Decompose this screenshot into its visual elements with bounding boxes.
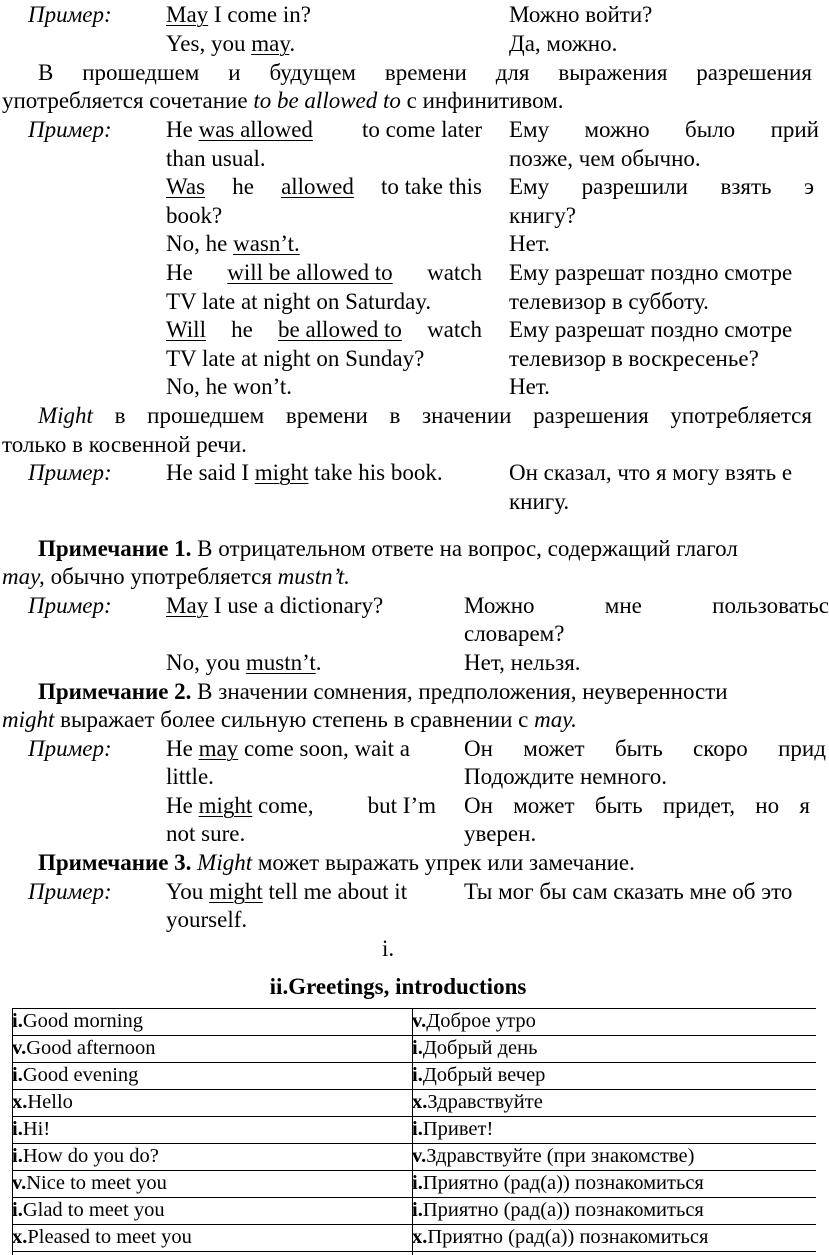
example-en: Will he be allowed to watch [166, 317, 482, 342]
example-label: Пример: [28, 879, 112, 904]
example-en: book? [166, 203, 223, 228]
section-heading: ii.Greetings, introductions [269, 974, 527, 999]
table-cell-ru: i.Добрый вечер [412, 1064, 546, 1086]
table-cell-ru: x.Здравствуйте [412, 1091, 543, 1113]
table-cell-en: v.Good afternoon [12, 1037, 156, 1059]
example-en: He was allowed to come later [166, 117, 482, 142]
example-en: than usual. [166, 146, 266, 171]
example-ru: Можно войти? [509, 2, 653, 27]
table-cell-en: i.Good morning [12, 1010, 143, 1032]
table-cell-ru: v.Здравствуйте (при знакомстве) [412, 1145, 695, 1167]
example-en: TV late at night on Sunday? [166, 346, 425, 371]
example-label: Пример: [28, 2, 112, 27]
example-ru: телевизор в воскресенье? [509, 346, 759, 371]
example-en: He may come soon, wait a [166, 736, 411, 761]
table-cell-en: i.Hi! [12, 1118, 51, 1140]
paragraph-line: только в косвенной речи. [2, 432, 247, 457]
example-ru: Он сказал, что я могу взять е [509, 460, 793, 485]
heading-number: i. [382, 936, 395, 961]
table-cell-en: x.Pleased to meet you [12, 1226, 192, 1248]
example-en: little. [166, 764, 214, 789]
example-en: May I use a dictionary? [166, 593, 384, 618]
note-line: Примечание 1. В отрицательном ответе на вопрос, содержащий глагол [38, 536, 738, 561]
table-cell-en: v.Nice to meet you [12, 1172, 167, 1194]
example-ru: Нет. [509, 374, 550, 399]
example-ru: книгу? [509, 203, 576, 228]
example-en: not sure. [166, 821, 246, 846]
example-en: Was he allowed to take this [166, 174, 482, 199]
note-line: Примечание 3. Might может выражать упрек или замечание. [38, 850, 635, 875]
table-cell-ru: i.Приятно (рад(а)) познакомиться [412, 1172, 704, 1194]
example-en: He will be allowed to watch [166, 260, 482, 285]
note-line: Примечание 2. В значении сомнения, предположения, неуверенности [38, 679, 728, 704]
table-cell-en: i.Good evening [12, 1064, 139, 1086]
table-cell-en: i.Glad to meet you [12, 1199, 165, 1221]
table-cell-en: i.How do you do? [12, 1145, 159, 1167]
example-en: No, he wasn’t. [166, 231, 300, 256]
example-ru: Ему разрешили взять э [509, 174, 814, 199]
example-ru: Да, можно. [509, 31, 618, 56]
example-ru: Ему разрешат поздно смотре [509, 260, 793, 285]
paragraph-line: В прошедшем и будущем времени для выражения разрешения [38, 60, 812, 85]
example-ru: Ему можно было прий [509, 117, 819, 142]
table-cell-ru: i.Добрый день [412, 1037, 538, 1059]
example-ru: Можно мне пользоватьс [464, 593, 829, 618]
example-ru: Ему разрешат поздно смотре [509, 317, 793, 342]
example-ru: Он может быть придет, но я [464, 793, 810, 818]
example-ru: уверен. [464, 821, 537, 846]
example-en: You might tell me about it [166, 879, 408, 904]
example-ru: Подождите немного. [464, 764, 667, 789]
example-en: May I come in? [166, 2, 311, 27]
example-ru: Нет, нельзя. [464, 650, 581, 675]
example-ru: Он может быть скоро прид [464, 736, 826, 761]
example-ru: словарем? [464, 621, 565, 646]
note-line: might выражает более сильную степень в сравнении с may. [2, 707, 577, 732]
example-ru: позже, чем обычно. [509, 146, 701, 171]
example-en: yourself. [166, 907, 248, 932]
example-label: Пример: [28, 460, 112, 485]
example-en: No, you mustn’t. [166, 650, 322, 675]
paragraph-line: употребляется сочетание to be allowed to с инфинитивом. [2, 88, 564, 113]
table-cell-ru: v.Доброе утро [412, 1010, 536, 1032]
table-cell-ru: i.Привет! [412, 1118, 494, 1140]
table-cell-ru: i.Приятно (рад(а)) познакомиться [412, 1199, 704, 1221]
note-line: may, обычно употребляется mustn’t. [2, 564, 350, 589]
table-cell-ru: x.Приятно (рад(а)) познакомиться [412, 1226, 709, 1248]
example-en: No, he won’t. [166, 374, 293, 399]
example-ru: книгу. [509, 489, 570, 514]
example-en: Yes, you may. [166, 31, 296, 56]
example-ru: Нет. [509, 231, 550, 256]
example-ru: Ты мог бы сам сказать мне об это [464, 879, 793, 904]
example-en: TV late at night on Saturday. [166, 289, 432, 314]
example-ru: телевизор в субботу. [509, 289, 709, 314]
paragraph-line: Might в прошедшем времени в значении разрешения употребляется [38, 403, 812, 428]
example-label: Пример: [28, 736, 112, 761]
example-label: Пример: [28, 593, 112, 618]
table-cell-en: x.Hello [12, 1091, 73, 1113]
example-en: He said I might take his book. [166, 460, 443, 485]
example-label: Пример: [28, 117, 112, 142]
example-en: He might come, but I’m [166, 793, 436, 818]
